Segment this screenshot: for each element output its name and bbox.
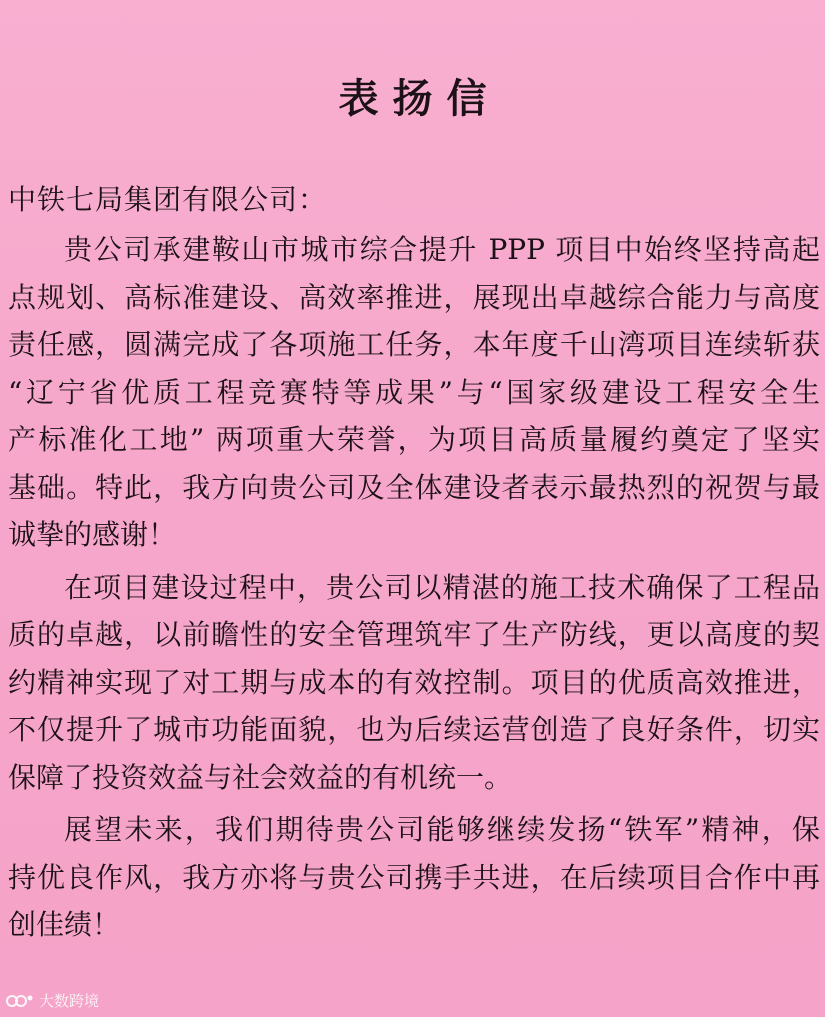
paragraph-line: 贵公司承建鞍山市城市综合提升 PPP 项目中始终坚持高起 — [64, 233, 820, 266]
paragraph-line: 产标准化工地” 两项重大荣誉，为项目高质量履约奠定了坚实 — [8, 423, 820, 456]
paragraph-3 — [8, 806, 820, 949]
paragraph-2 — [8, 564, 820, 802]
paragraph-1 — [8, 226, 820, 559]
paragraph-line: 展望未来，我们期待贵公司能够继续发扬“铁军”精神，保 — [64, 813, 820, 846]
letter-salutation: 中铁七局集团有限公司： — [8, 183, 328, 216]
letter-body — [8, 226, 820, 954]
dashuju-logo-icon — [6, 992, 34, 1010]
paragraph-line: “辽宁省优质工程竞赛特等成果”与“国家级建设工程安全生 — [8, 375, 820, 409]
paragraph-line: 基础。特此，我方向贵公司及全体建设者表示最热烈的祝贺与最 — [8, 470, 820, 504]
paragraph-line: 点规划、高标准建设、高效率推进，展现出卓越综合能力与高度 — [8, 280, 820, 314]
paragraph-line: 不仅提升了城市功能面貌，也为后续运营创造了良好条件，切实 — [8, 713, 820, 746]
watermark-text: 大数跨境 — [39, 992, 100, 1010]
paragraph-line: 在项目建设过程中，贵公司以精湛的施工技术确保了工程品 — [64, 570, 820, 604]
paragraph-line: 创佳绩！ — [8, 908, 121, 941]
paragraph-line: 质的卓越，以前瞻性的安全管理筑牢了生产防线，更以高度的契 — [8, 618, 820, 651]
paragraph-line: 约精神实现了对工期与成本的有效控制。项目的优质高效推进， — [8, 665, 820, 699]
watermark — [6, 990, 99, 1011]
paragraph-line: 持优良作风，我方亦将与贵公司携手共进，在后续项目合作中再 — [8, 860, 820, 894]
paragraph-line: 诚挚的感谢！ — [8, 518, 177, 551]
paragraph-line: 责任感，圆满完成了各项施工任务，本年度千山湾项目连续斩获 — [8, 328, 820, 361]
letter-title: 表扬信 — [338, 75, 501, 122]
paragraph-line: 保障了投资效益与社会效益的有机统一。 — [8, 760, 513, 794]
